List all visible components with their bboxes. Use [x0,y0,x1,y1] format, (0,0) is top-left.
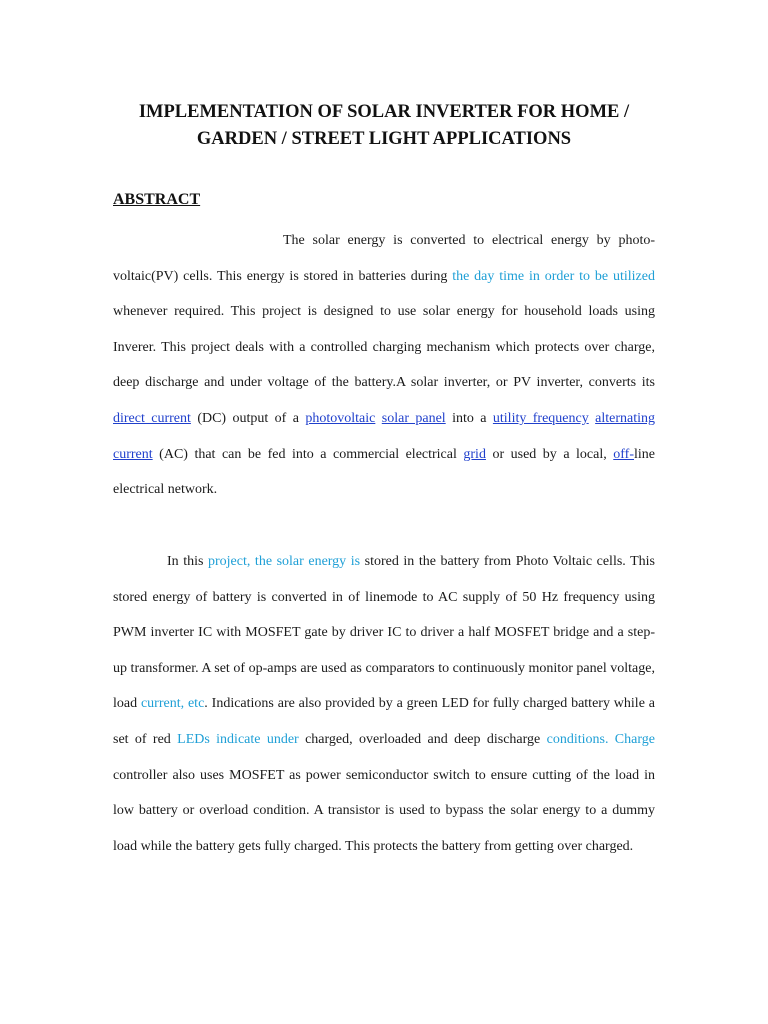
document-title [100,99,668,153]
abstract-paragraph-1 [113,223,655,508]
highlighted-text: the day time in order to be utilized [452,268,655,284]
link-photovoltaic[interactable]: photovoltaic [305,410,376,426]
link-grid[interactable]: grid [463,446,486,462]
link-off[interactable]: off- [613,446,634,462]
paragraph-text: . Indications are also provided by a green LED for fully charged battery while a set of red [113,696,655,747]
paragraph-text: (DC) output of a [190,410,306,426]
paragraph-text: stored in the battery from Photo Voltaic cells. This stored energy of battery is converted in of linemode to AC supply of 50 Hz frequency using PWM inverter IC with MOSFET gate by driver IC to driver a half MOSFET bridge and a step-up transformer. A set of op-amps are used as comparators to continuously monitor panel voltage, load [113,554,655,712]
paragraph-text: whenever required. This project is designed to use solar energy for household loads using Inverer. This project deals with a controlled charging mechanism which protects over charge, deep discharge and under voltage of the battery.A solar inverter, or PV inverter, converts its [113,304,655,391]
highlighted-text: LEDs indicate under [177,731,299,747]
link-utility-frequency[interactable]: utility frequency [492,410,589,426]
abstract-heading: ABSTRACT [113,191,201,208]
paragraph-text: In this [167,554,208,569]
paragraph-text: charged, overloaded and deep discharge [298,731,547,747]
highlighted-text: conditions. Charge [546,731,655,747]
highlighted-text: current, etc [140,696,205,712]
title-line-2: GARDEN / STREET LIGHT APPLICATIONS [196,129,572,149]
paragraph-text: or used by a local, [485,446,614,462]
paragraph-text: line electrical network. [113,446,655,498]
abstract-paragraph-2 [113,544,655,864]
title-line-1: IMPLEMENTATION OF SOLAR INVERTER FOR HOME / [138,102,630,122]
highlighted-text: project, the solar energy is [208,554,361,569]
link-direct-current[interactable]: direct current [113,410,191,426]
link-alternating-current[interactable]: alternating current [113,410,656,462]
paragraph-text: The solar energy is converted to electrical energy by photo-voltaic(PV) cells. This energy is stored in batteries during [113,233,655,284]
paragraph-text: (AC) that can be fed into a commercial electrical [152,446,464,462]
link-solar-panel[interactable]: solar panel [381,410,446,426]
paragraph-text: into a [445,410,493,426]
paragraph-text: controller also uses MOSFET as power semiconductor switch to ensure cutting of the load in low battery or overload condition. A transistor is used to bypass the solar energy to a dummy load while the battery gets fully charged. This protects the battery from getting over charged. [113,767,655,854]
